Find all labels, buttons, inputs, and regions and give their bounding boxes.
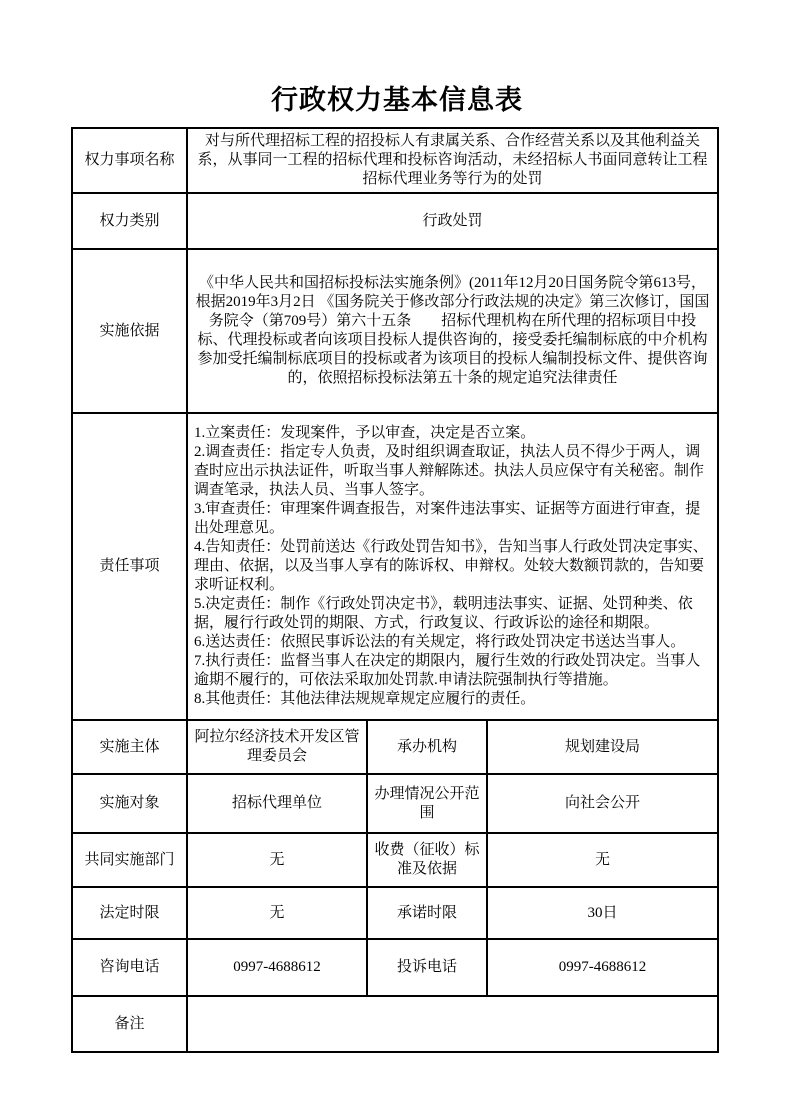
row-joint-department bbox=[72, 833, 718, 887]
row-implementation-subject bbox=[72, 720, 718, 774]
page-title: 行政权力基本信息表 bbox=[271, 85, 523, 115]
row-statutory-time-limit bbox=[72, 887, 718, 939]
implementation-subject-label: 实施主体 bbox=[72, 720, 187, 774]
duty-item-5: 5.决定责任：制作《行政处罚决定书》，载明违法事实、证据、处罚种类、依据，履行行政处罚的期限、方式，行政复议、行政诉讼的途径和期限。 bbox=[194, 596, 693, 631]
remarks-label: 备注 bbox=[72, 996, 187, 1052]
implementation-target-label: 实施对象 bbox=[72, 774, 187, 833]
power-category-value: 行政处罚 bbox=[187, 193, 718, 249]
duty-item-6: 6.送达责任：依照民事诉讼法的有关规定，将行政处罚决定书送达当事人。 bbox=[194, 634, 686, 650]
fee-standard-label: 收费（征收）标准及依据 bbox=[367, 833, 487, 887]
consult-phone-value: 0997-4688612 bbox=[187, 939, 367, 996]
joint-department-label: 共同实施部门 bbox=[72, 833, 187, 887]
promised-time-limit-value: 30日 bbox=[487, 887, 718, 939]
implementation-basis-value: 《中华人民共和国招标投标法实施条例》(2011年12月20日国务院令第613号，根据2019年3月2日 《国务院关于修改部分行政法规的决定》第三次修订，国国务院令（第709号）第六十五条 招标代理机构在所代理的招标项目中投标、代理投标或者向该项目投标人提供咨询的，接受委托编制标底的中介机构参加受托编制标底项目的投标或者为该项目的投标人编制投标文件、提供咨询的，依照招标投标法第五十条的规定追究法律责任 bbox=[187, 249, 718, 413]
duty-items-label: 责任事项 bbox=[72, 413, 187, 720]
duty-items-value bbox=[187, 413, 718, 720]
consult-phone-label: 咨询电话 bbox=[72, 939, 187, 996]
disclosure-scope-value: 向社会公开 bbox=[487, 774, 718, 833]
row-consult-phone bbox=[72, 939, 718, 996]
row-implementation-target bbox=[72, 774, 718, 833]
implementation-subject-value: 阿拉尔经济技术开发区管理委员会 bbox=[187, 720, 367, 774]
statutory-time-limit-value: 无 bbox=[187, 887, 367, 939]
row-implementation-basis bbox=[72, 249, 718, 413]
row-power-category bbox=[72, 193, 718, 249]
power-category-label: 权力类别 bbox=[72, 193, 187, 249]
fee-standard-value: 无 bbox=[487, 833, 718, 887]
complaint-phone-label: 投诉电话 bbox=[367, 939, 487, 996]
duty-item-2: 2.调查责任：指定专人负责，及时组织调查取证，执法人员不得少于两人，调查时应出示执法证件，听取当事人辩解陈述。执法人员应保守有关秘密。制作调查笔录，执法人员、当事人签字。 bbox=[194, 444, 705, 498]
joint-department-value: 无 bbox=[187, 833, 367, 887]
row-power-item-name bbox=[72, 128, 718, 193]
duty-item-1: 1.立案责任：发现案件，予以审查，决定是否立案。 bbox=[194, 425, 536, 441]
implementation-target-value: 招标代理单位 bbox=[187, 774, 367, 833]
row-duty-items bbox=[72, 413, 718, 720]
duty-item-3: 3.审查责任：审理案件调查报告，对案件违法事实、证据等方面进行审查，提出处理意见。 bbox=[194, 501, 701, 536]
statutory-time-limit-label: 法定时限 bbox=[72, 887, 187, 939]
disclosure-scope-label: 办理情况公开范围 bbox=[367, 774, 487, 833]
undertaking-agency-label: 承办机构 bbox=[367, 720, 487, 774]
power-item-name-value: 对与所代理招标工程的招投标人有隶属关系、合作经营关系以及其他利益关系，从事同一工程的招标代理和投标咨询活动，未经招标人书面同意转让工程招标代理业务等行为的处罚 bbox=[187, 128, 718, 193]
complaint-phone-value: 0997-4688612 bbox=[487, 939, 718, 996]
duty-item-8: 8.其他责任：其他法律法规规章规定应履行的责任。 bbox=[194, 691, 536, 707]
power-item-name-label: 权力事项名称 bbox=[72, 128, 187, 193]
basic-info-table bbox=[71, 127, 719, 1053]
implementation-basis-label: 实施依据 bbox=[72, 249, 187, 413]
remarks-value bbox=[187, 996, 718, 1052]
row-remarks bbox=[72, 996, 718, 1052]
duty-item-7: 7.执行责任：监督当事人在决定的期限内，履行生效的行政处罚决定。当事人逾期不履行的，可依法采取加处罚款.申请法院强制执行等措施。 bbox=[194, 653, 701, 688]
duty-item-4: 4.告知责任：处罚前送达《行政处罚告知书》，告知当事人行政处罚决定事实、理由、依据，以及当事人享有的陈诉权、申辩权。处较大数额罚款的，告知要求听证权利。 bbox=[194, 539, 708, 593]
promised-time-limit-label: 承诺时限 bbox=[367, 887, 487, 939]
undertaking-agency-value: 规划建设局 bbox=[487, 720, 718, 774]
